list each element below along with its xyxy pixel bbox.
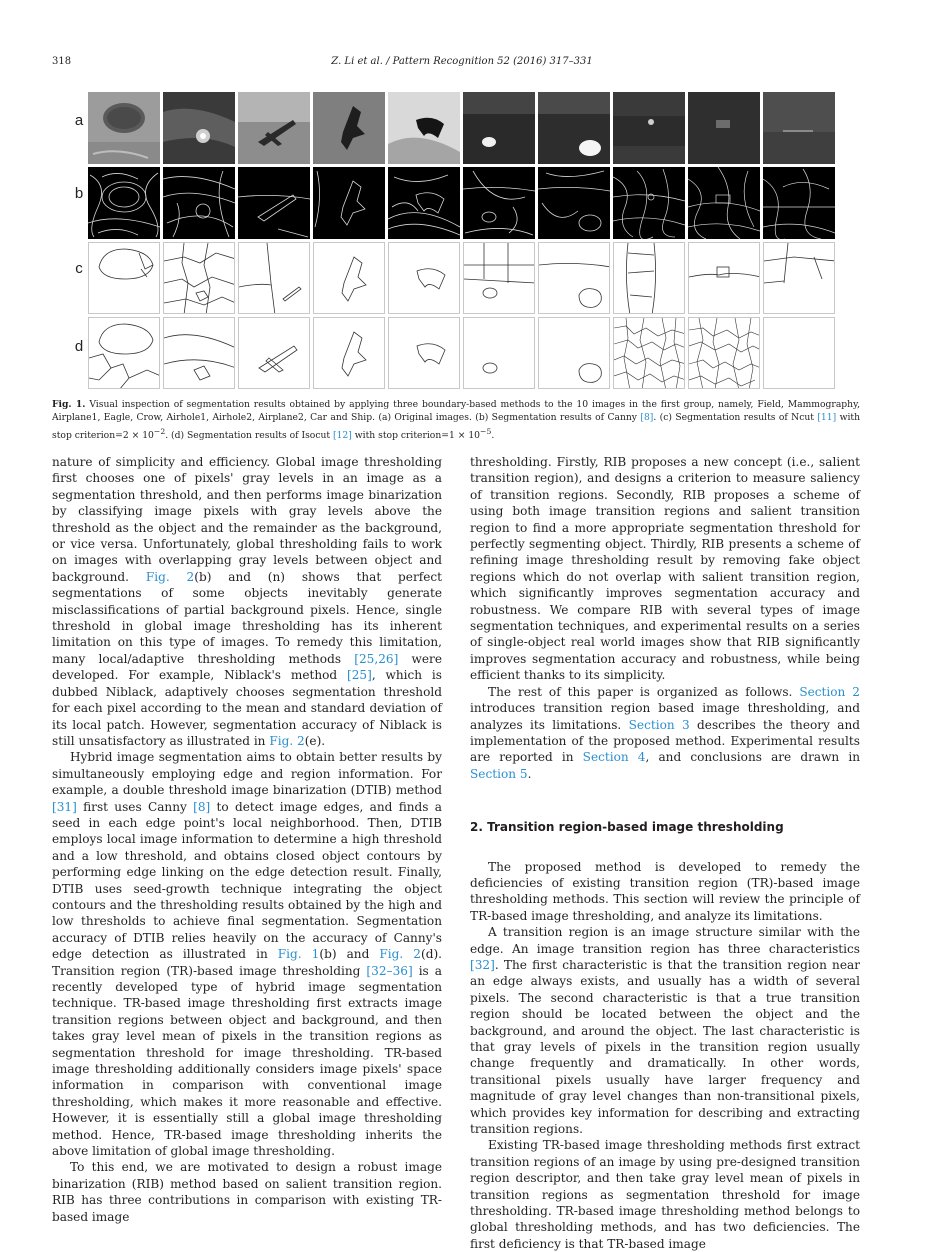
paragraph: nature of simplicity and efficiency. Global image thresholding first chooses one of pixels' gray levels in an image as a segmentation threshold, and then performs image binarization by classifying image pixels with gray levels above the threshold as the object and the remainder as the background, or vice versa. Unfortunately, global thresholding fails to work on images with overlapping gray levels between object and background. Fig. 2(b) and (n) shows that perfect segmentations of some objects inevitably generate misclassifications of partial background pixels. Hence, single threshold in global image thresholding has its inherent limitation on this type of images. To remedy this limitation, many local/adaptive thresholding methods [25,26] were developed. For example, Niblack's method [25], which is dubbed Niblack, adaptively chooses segmentation threshold for each pixel according to the mean and standard deviation of its local patch. However, segmentation accuracy of Niblack is still unsatisfactory as illustrated in Fig. 2(e). bbox=[52, 455, 443, 748]
image-a-ship bbox=[763, 92, 835, 164]
ref-link[interactable]: [11] bbox=[817, 412, 837, 424]
right-column bbox=[470, 454, 860, 1252]
canny-eagle bbox=[313, 167, 385, 239]
isocut-airhole1 bbox=[463, 317, 535, 389]
ncut-ship bbox=[763, 242, 835, 314]
figure-link[interactable]: Fig. 2 bbox=[379, 947, 421, 962]
isocut-mammography bbox=[163, 317, 235, 389]
canny-crow bbox=[388, 167, 460, 239]
page-number: 318 bbox=[52, 56, 72, 67]
ref-link[interactable]: [32] bbox=[470, 957, 495, 972]
isocut-airplane2 bbox=[613, 317, 685, 389]
ncut-airhole2 bbox=[538, 242, 610, 314]
section-heading: 2. Transition region-based image thresholding bbox=[470, 820, 784, 835]
paragraph: The rest of this paper is organized as follows. Section 2 introduces transition region based image thresholding, and analyzes its limitations. Section 3 describes the theory and implementation of the proposed method. Experimental results are reported in Section 4, and conclusions are drawn in Section 5. bbox=[470, 684, 860, 781]
ncut-crow bbox=[388, 242, 460, 314]
paragraph: A transition region is an image structure similar with the edge. An image transition region has three characteristics [32]. The first characteristic is that the transition region near an edge always exists, and usually has a width of several pixels. The second characteristic is that a true transition region should be located between the object and the background, and around the object. The last characteristic is that gray levels of pixels in the transition region usually change frequently and dramatically. In other words, transitional pixels usually have larger frequency and magnitude of gray level changes than non-transitional pixels, which provides key information for describing and extracting transition regions. bbox=[470, 925, 860, 1137]
paragraph: To this end, we are motivated to design a robust image binarization (RIB) method based on salient transition region. RIB has three contributions in comparison with existing TR-based image bbox=[52, 1160, 442, 1224]
ncut-airplane2 bbox=[613, 242, 685, 314]
section-link[interactable]: Section 2 bbox=[799, 684, 860, 699]
section-link[interactable]: Section 5 bbox=[470, 766, 528, 781]
canny-airplane1 bbox=[238, 167, 310, 239]
image-a-mammography bbox=[163, 92, 235, 164]
left-column bbox=[52, 454, 442, 1225]
image-a-airplane2 bbox=[613, 92, 685, 164]
ncut-airplane1 bbox=[238, 242, 310, 314]
paragraph: The proposed method is developed to remedy the deficiencies of existing transition region (TR)-based image thresholding methods. This section will review the principle of TR-based image thresholding, and analyze its limitations. bbox=[470, 859, 860, 923]
ref-link[interactable]: [12] bbox=[333, 429, 352, 441]
figure-link[interactable]: Fig. 1 bbox=[277, 947, 320, 962]
canny-mammography bbox=[163, 167, 235, 239]
ref-link[interactable]: [8] bbox=[193, 799, 211, 814]
row-label-d: d bbox=[74, 338, 84, 355]
image-a-field bbox=[88, 92, 160, 164]
ncut-mammography bbox=[163, 242, 235, 314]
ncut-airhole1 bbox=[463, 242, 535, 314]
image-a-airhole2 bbox=[538, 92, 610, 164]
canny-field bbox=[88, 167, 160, 239]
caption-label: Fig. 1. bbox=[52, 399, 86, 410]
isocut-car bbox=[688, 317, 760, 389]
ref-link[interactable]: [8] bbox=[640, 412, 654, 424]
canny-airhole2 bbox=[538, 167, 610, 239]
image-a-crow bbox=[388, 92, 460, 164]
isocut-airhole2 bbox=[538, 317, 610, 389]
row-label-a: a bbox=[74, 112, 84, 129]
canny-car bbox=[688, 167, 760, 239]
isocut-eagle bbox=[313, 317, 385, 389]
figure-1 bbox=[72, 92, 840, 388]
paragraph: thresholding. Firstly, RIB proposes a new concept (i.e., salient transition region), and designs a criterion to measure saliency of transition regions. Secondly, RIB proposes a scheme of using both image transition regions and salient transition region to find a more appropriate segmentation threshold for perfectly segmenting object. Thirdly, RIB presents a scheme of refining image thresholding result by removing fake object regions which do not overlap with salient transition region, which significantly improves segmentation accuracy and robustness. We compare RIB with several types of image segmentation techniques, and experimental results on a series of single-object real world images show that RIB significantly improves segmentation accuracy and robustness, while being efficient thanks to its simplicity. bbox=[470, 455, 860, 683]
image-a-eagle bbox=[313, 92, 385, 164]
paragraph: Existing TR-based image thresholding methods first extract transition regions of an image by using pre-designed transition region descriptor, and then take gray level mean of pixels in transition regions as segmentation threshold for image thresholding. TR-based image thresholding method belongs to global thresholding methods, and has two deficiencies. The first deficiency is that TR-based image bbox=[470, 1138, 860, 1251]
figure-link[interactable]: Fig. 2 bbox=[269, 733, 305, 748]
isocut-field bbox=[88, 317, 160, 389]
image-a-car bbox=[688, 92, 760, 164]
canny-airhole1 bbox=[463, 167, 535, 239]
paragraph: Hybrid image segmentation aims to obtain better results by simultaneously employing edge and region information. For example, a double threshold image binarization (DTIB) method [31] first uses Canny [8] to detect image edges, and finds a seed in each edge point's local neighborhood. Then, DTIB employs local image information to determine a high threshold and a low threshold, and obtains closed object contours by performing edge linking on the edge detection result. Finally, DTIB uses seed-growth technique integrating the object contours and the thresholding results obtained by the high and low thresholds to achieve final segmentation. Segmentation accuracy of DTIB relies heavily on the accuracy of Canny's edge detection as illustrated in Fig. 1(b) and Fig. 2(d). Transition region (TR)-based image thresholding [32–36] is a recently developed type of hybrid image segmentation technique. TR-based image thresholding first extracts image transition regions between object and background, and then takes gray level mean of pixels in the transition regions as segmentation threshold for image thresholding. TR-based image thresholding additionally considers image pixels' space information in comparison with conventional image thresholding, which makes it more reasonable and effective. However, it is essentially still a global image thresholding method. Hence, TR-based image thresholding inherits the above limitation of global image thresholding. bbox=[52, 750, 443, 1159]
running-header bbox=[52, 56, 872, 70]
isocut-crow bbox=[388, 317, 460, 389]
ref-link[interactable]: [32–36] bbox=[366, 963, 413, 978]
section-link[interactable]: Section 4 bbox=[582, 750, 646, 765]
ncut-field bbox=[88, 242, 160, 314]
isocut-airplane1 bbox=[238, 317, 310, 389]
ref-link[interactable]: [31] bbox=[52, 799, 77, 814]
canny-ship bbox=[763, 167, 835, 239]
ref-link[interactable]: [25] bbox=[347, 668, 372, 683]
isocut-ship bbox=[763, 317, 835, 389]
image-a-airhole1 bbox=[463, 92, 535, 164]
canny-airplane2 bbox=[613, 167, 685, 239]
image-a-airplane1 bbox=[238, 92, 310, 164]
journal-citation: Z. Li et al. / Pattern Recognition 52 (2016) 317–331 bbox=[331, 56, 593, 67]
ncut-eagle bbox=[313, 242, 385, 314]
row-label-c: c bbox=[75, 260, 83, 277]
ref-link[interactable]: [25,26] bbox=[354, 651, 399, 666]
figure-link[interactable]: Fig. 2 bbox=[145, 569, 195, 584]
row-label-b: b bbox=[74, 185, 84, 202]
figure-caption: Fig. 1. Visual inspection of segmentation results obtained by applying three boundary-based methods to the 10 images in the first group, namely, Field, Mammography, Airplane1, Eagle, Crow, Airhole1, Airhole2, Airplane2, Car and Ship. (a) Original images. (b) Segmentation results of Canny [8]. (c) Segmentation results of Ncut [11] with stop criterion=2 × $10^{-2}$. (d) Segmentation results of Isocut [12] with stop criterion=1 × $10^{-5}$. bbox=[52, 399, 861, 441]
ncut-car bbox=[688, 242, 760, 314]
section-link[interactable]: Section 3 bbox=[628, 717, 690, 732]
